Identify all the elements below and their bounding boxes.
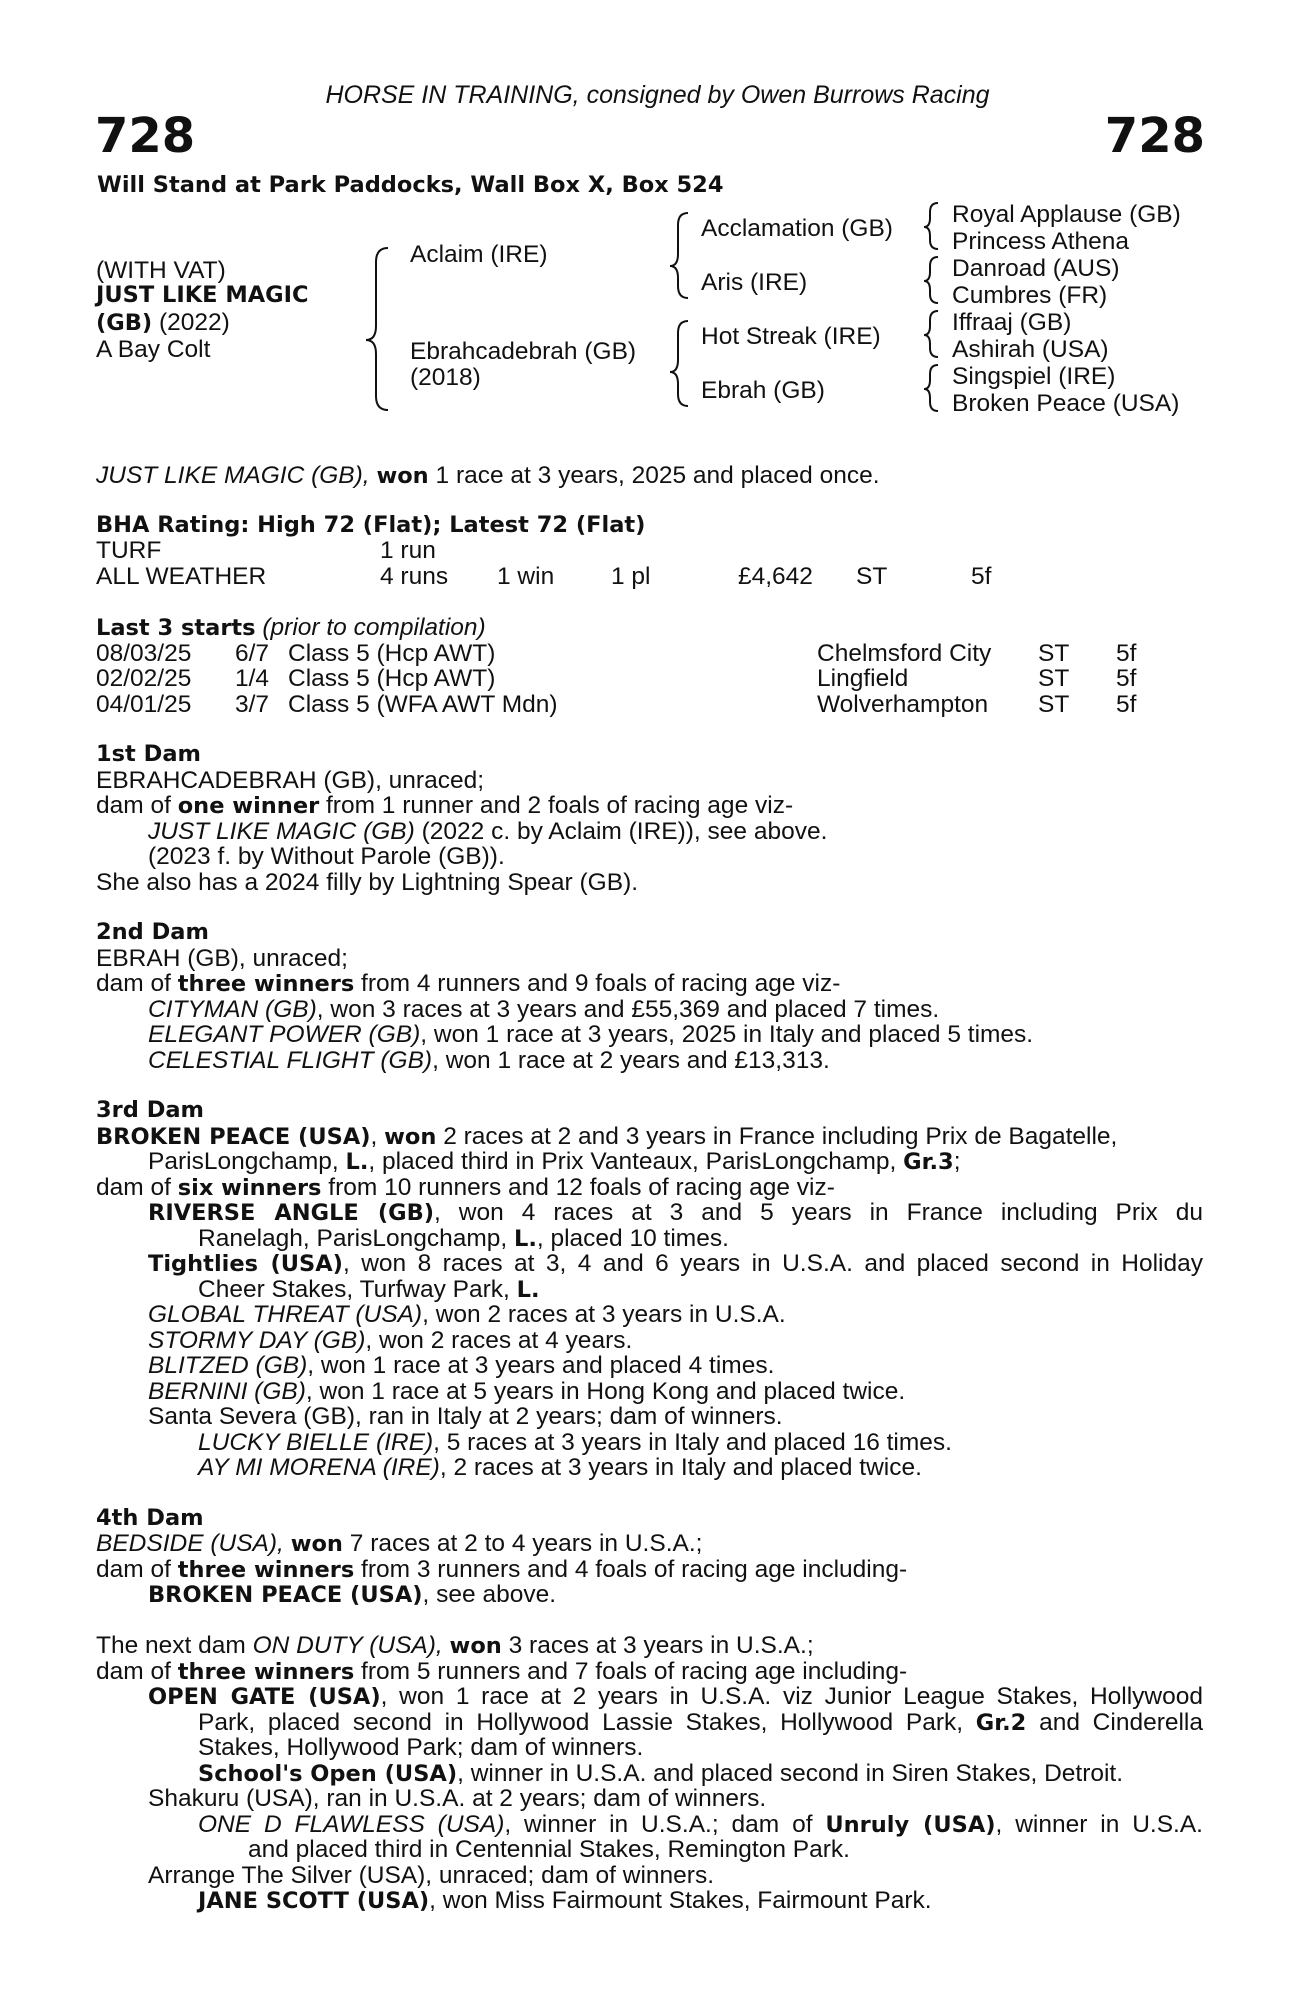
rating-row-surface: TURF	[96, 537, 162, 564]
dam1-progeny-2: (2023 f. by Without Parole (GB)).	[148, 843, 505, 870]
dam3-progeny-stormy-day: STORMY DAY (GB), won 2 races at 4 years.	[148, 1327, 633, 1354]
stand-location: Will Stand at Park Paddocks, Wall Box X, Box 524	[97, 172, 724, 198]
dam3-grand-progeny-ay-mi-morena: AY MI MORENA (IRE), 2 races at 3 years in Italy and placed twice.	[198, 1454, 922, 1481]
dam4-heading: 4th Dam	[96, 1505, 204, 1531]
dam4-produce-summary: dam of three winners from 3 runners and 4 foals of racing age including-	[96, 1556, 908, 1583]
dam2-heading: 2nd Dam	[96, 919, 209, 945]
dam3-heading: 3rd Dam	[96, 1097, 204, 1123]
start-course: Chelmsford City	[817, 640, 992, 667]
pedigree-dam-year: (2018)	[410, 364, 481, 391]
start-date: 02/02/25	[96, 665, 192, 692]
page-header-title: HORSE IN TRAINING, consigned by Owen Burrows Racing	[325, 81, 990, 109]
rating-row-wins: 1 win	[497, 563, 555, 590]
bha-rating-heading: BHA Rating: High 72 (Flat); Latest 72 (Flat)	[96, 512, 646, 538]
dam1-progeny-1: JUST LIKE MAGIC (GB) (2022 c. by Aclaim (IRE)), see above.	[148, 818, 828, 845]
pedigree-sire-dam: Aris (IRE)	[701, 269, 808, 296]
dam3-progeny-tightlies: Tightlies (USA), won 8 races at 3, 4 and 6 years in U.S.A. and placed second in Holiday	[148, 1250, 1203, 1277]
dam1-produce-summary: dam of one winner from 1 runner and 2 foals of racing age viz-	[96, 792, 794, 819]
dam3-record-line1: BROKEN PEACE (USA), won 2 races at 2 and 3 years in France including Prix de Bagatelle,	[96, 1123, 1118, 1150]
pedigree-gen3-2: Princess Athena	[952, 228, 1130, 255]
next-dam-grand-progeny-one-d-flawless-cont: and placed third in Centennial Stakes, Remington Park.	[248, 1836, 850, 1863]
dam3-progeny-bernini: BERNINI (GB), won 1 race at 5 years in Hong Kong and placed twice.	[148, 1378, 906, 1405]
pedigree-dam-dam: Ebrah (GB)	[701, 377, 825, 404]
start-position: 1/4	[235, 665, 270, 692]
race-summary: JUST LIKE MAGIC (GB), won 1 race at 3 years, 2025 and placed once.	[96, 462, 880, 489]
start-distance: 5f	[1116, 665, 1137, 692]
start-date: 08/03/25	[96, 640, 192, 667]
dam2-progeny-2: ELEGANT POWER (GB), won 1 race at 3 years, 2025 in Italy and placed 5 times.	[148, 1021, 1034, 1048]
lot-number-right: 728	[1104, 108, 1205, 164]
start-distance: 5f	[1116, 640, 1137, 667]
horse-origin: (GB) (2022)	[96, 309, 230, 336]
dam3-grand-progeny-lucky-bielle: LUCKY BIELLE (IRE), 5 races at 3 years in Italy and placed 16 times.	[198, 1429, 952, 1456]
start-going: ST	[1038, 640, 1070, 667]
dam3-progeny-riverse-angle-cont: Ranelagh, ParisLongchamp, L., placed 10 times.	[198, 1225, 729, 1252]
start-going: ST	[1038, 665, 1070, 692]
next-dam-progeny-open-gate-cont2: Stakes, Hollywood Park; dam of winners.	[198, 1734, 644, 1761]
next-dam-grand-progeny-one-d-flawless: ONE D FLAWLESS (USA), winner in U.S.A.; dam of Unruly (USA), winner in U.S.A.	[198, 1811, 1203, 1838]
pedigree-dam-sire: Hot Streak (IRE)	[701, 323, 881, 350]
pedigree-dam: Ebrahcadebrah (GB)	[410, 338, 637, 365]
rating-row-going: ST	[856, 563, 888, 590]
rating-row-dist: 5f	[971, 563, 992, 590]
dam2-name: EBRAH (GB), unraced;	[96, 945, 348, 972]
rating-row-prize: £4,642	[738, 563, 813, 590]
next-dam-progeny-arrange-the-silver: Arrange The Silver (USA), unraced; dam of winners.	[148, 1862, 715, 1889]
dam3-progeny-global-threat: GLOBAL THREAT (USA), won 2 races at 3 years in U.S.A.	[148, 1301, 786, 1328]
start-going: ST	[1038, 691, 1070, 718]
start-course: Wolverhampton	[817, 691, 989, 718]
horse-description: A Bay Colt	[96, 336, 211, 363]
dam2-progeny-3: CELESTIAL FLIGHT (GB), won 1 race at 2 years and £13,313.	[148, 1047, 830, 1074]
dam1-note: She also has a 2024 filly by Lightning Spear (GB).	[96, 869, 639, 896]
next-dam-progeny-open-gate: OPEN GATE (USA), won 1 race at 2 years in U.S.A. viz Junior League Stakes, Hollywood	[148, 1683, 1203, 1710]
pedigree-gen3-4: Cumbres (FR)	[952, 282, 1108, 309]
dam3-progeny-riverse-angle: RIVERSE ANGLE (GB), won 4 races at 3 and 5 years in France including Prix du	[148, 1199, 1203, 1226]
pedigree-gen3-3: Danroad (AUS)	[952, 255, 1120, 282]
next-dam-progeny-shakuru: Shakuru (USA), ran in U.S.A. at 2 years; dam of winners.	[148, 1785, 767, 1812]
dam4-progeny-1: BROKEN PEACE (USA), see above.	[148, 1581, 556, 1608]
next-dam-grand-progeny-jane-scott: JANE SCOTT (USA), won Miss Fairmount Stakes, Fairmount Park.	[198, 1887, 932, 1914]
pedigree-gen3-5: Iffraaj (GB)	[952, 309, 1072, 336]
lot-number-left: 728	[95, 108, 196, 164]
dam3-progeny-santa-severa: Santa Severa (GB), ran in Italy at 2 years; dam of winners.	[148, 1403, 783, 1430]
dam1-name: EBRAHCADEBRAH (GB), unraced;	[96, 767, 485, 794]
start-date: 04/01/25	[96, 691, 192, 718]
last-starts-heading: Last 3 starts (prior to compilation)	[96, 614, 486, 641]
dam3-record-line2: ParisLongchamp, L., placed third in Prix Vanteaux, ParisLongchamp, Gr.3;	[148, 1148, 961, 1175]
horse-name: JUST LIKE MAGIC	[96, 282, 309, 308]
next-dam-record: The next dam ON DUTY (USA), won 3 races at 3 years in U.S.A.;	[96, 1632, 814, 1659]
next-dam-progeny-open-gate-cont: Park, placed second in Hollywood Lassie Stakes, Hollywood Park, Gr.2 and Cinderella	[198, 1709, 1203, 1736]
start-position: 3/7	[235, 691, 270, 718]
next-dam-grand-progeny-schools-open: School's Open (USA), winner in U.S.A. and placed second in Siren Stakes, Detroit.	[198, 1760, 1124, 1787]
start-position: 6/7	[235, 640, 270, 667]
start-class: Class 5 (WFA AWT Mdn)	[288, 691, 558, 718]
start-class: Class 5 (Hcp AWT)	[288, 640, 496, 667]
dam2-progeny-1: CITYMAN (GB), won 3 races at 3 years and £55,369 and placed 7 times.	[148, 996, 940, 1023]
dam3-progeny-blitzed: BLITZED (GB), won 1 race at 3 years and placed 4 times.	[148, 1352, 775, 1379]
dam4-record: BEDSIDE (USA), won 7 races at 2 to 4 years in U.S.A.;	[96, 1530, 703, 1557]
pedigree-gen3-1: Royal Applause (GB)	[952, 201, 1181, 228]
pedigree-sire-sire: Acclamation (GB)	[701, 215, 893, 242]
dam3-produce-summary: dam of six winners from 10 runners and 12 foals of racing age viz-	[96, 1174, 835, 1201]
start-distance: 5f	[1116, 691, 1137, 718]
dam3-progeny-tightlies-cont: Cheer Stakes, Turfway Park, L.	[198, 1276, 540, 1303]
next-dam-produce-summary: dam of three winners from 5 runners and 7 foals of racing age including-	[96, 1658, 908, 1685]
rating-row-runs: 4 runs	[380, 563, 449, 590]
rating-row-surface: ALL WEATHER	[96, 563, 267, 590]
start-course: Lingfield	[817, 665, 909, 692]
dam1-heading: 1st Dam	[96, 741, 201, 767]
pedigree-gen3-6: Ashirah (USA)	[952, 336, 1109, 363]
pedigree-sire: Aclaim (IRE)	[410, 241, 548, 268]
pedigree-gen3-8: Broken Peace (USA)	[952, 390, 1180, 417]
rating-row-runs: 1 run	[380, 537, 436, 564]
dam2-produce-summary: dam of three winners from 4 runners and 9 foals of racing age viz-	[96, 970, 841, 997]
start-class: Class 5 (Hcp AWT)	[288, 665, 496, 692]
vat-label: (WITH VAT)	[96, 257, 226, 284]
pedigree-gen3-7: Singspiel (IRE)	[952, 363, 1116, 390]
rating-row-places: 1 pl	[611, 563, 651, 590]
